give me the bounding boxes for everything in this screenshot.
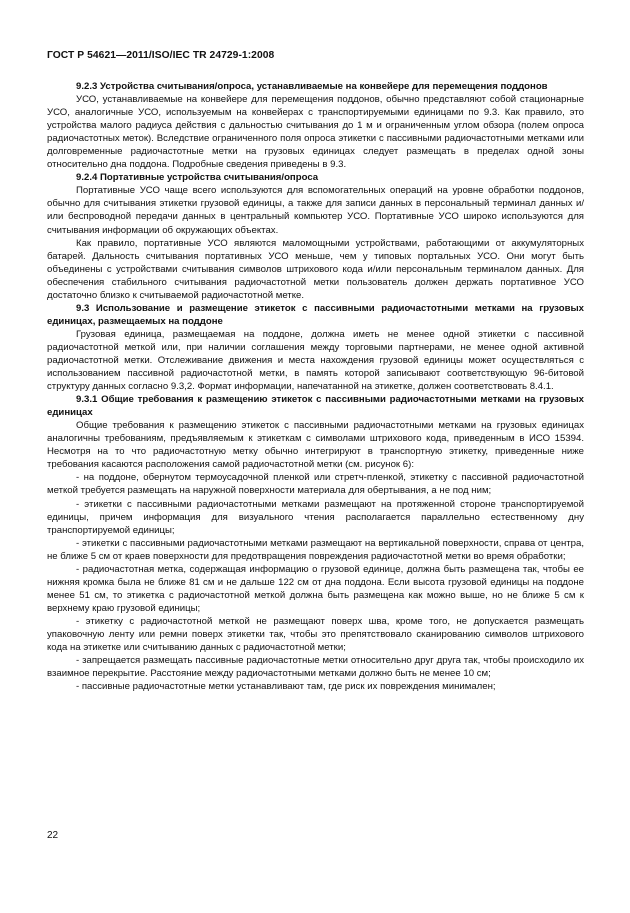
body-paragraph: Общие требования к размещению этикеток с пассивными радиочастотными метками на грузовых единицах аналогичны требованиям, предъявляемым к этикеткам с символами штрихового кода, приведенным в ИСО 15394. Несмотря на то что радиочастотную метку обычно интегрируют в транспортную этикетку, приведенные ниже требования касаются расположения самой радиочастотной метки (см. рисунок 6): — [47, 420, 584, 471]
body-paragraph: Грузовая единица, размещаемая на поддоне, должна иметь не менее одной этикетки с пассивной радиочастотной меткой или, при наличии соглашения между торговыми партнерами, не менее одной активной радиочастотной метки. Отслеживание движения и места нахождения грузовой единицы может осуществляться с использованием пассивной радиочастотной метки, в память которой записывают соответствующую 96-битовой структуру данных согласно 9.3,2. Формат информации, напечатанной на этикетке, должен соответствовать 8.4.1. — [47, 328, 584, 393]
list-item: - этикетки с пассивными радиочастотными метками размещают на протяженной стороне транспортируемой единицы, причем информация для визуального чтения располагается параллельно естественному дну транспортируемой единицы; — [47, 498, 584, 536]
list-item: - запрещается размещать пассивные радиочастотные метки относительно друг друга так, чтобы происходило их взаимное перекрытие. Расстояние между радиочастотными метками должно быть не менее 10 см; — [47, 655, 584, 680]
document-header: ГОСТ Р 54621—2011/ISO/IEC TR 24729-1:2008 — [47, 50, 275, 61]
list-item: - этикетки с пассивными радиочастотными метками размещают на вертикальной поверхности, справа от центра, не ближе 5 см от краев поверхности для предотвращения повреждения радиочастотной метки во время обработки; — [47, 537, 584, 562]
section-heading-9-2-3: 9.2.3 Устройства считывания/опроса, устанавливаемые на конвейере для перемещения поддонов — [76, 81, 548, 92]
body-paragraph: Портативные УСО чаще всего используются для вспомогательных операций на уровне обработки поддонов, обычно для считывания этикетки грузовой единицы, а также для записи данных в персональный терминал данных и/или беспроводной передачи данных в центральный компьютер УСО. Портативные УСО широко используются для считывания информации об окружающих объектах. — [47, 185, 584, 236]
page-number: 22 — [47, 830, 59, 841]
list-item: - этикетку с радиочастотной меткой не размещают поверх шва, кроме того, не допускается размещать упаковочную ленту или ремни поверх этикетки так, чтобы это препятствовало сканированию символов штрихового кода на этикетке или считыванию данных с радиочастотной метки; — [47, 615, 584, 654]
section-heading-9-2-4: 9.2.4 Портативные устройства считывания/опроса — [76, 172, 319, 184]
list-item: - пассивные радиочастотные метки устанавливают там, где риск их повреждения минимален; — [76, 681, 496, 693]
list-item: - радиочастотная метка, содержащая информацию о грузовой единице, должна быть размещена так, чтобы ее нижняя кромка была не ближе 81 см и не дальше 122 см от дна поддона. Если высота грузовой единицы на поддоне менее 51 см, то этикетка с радиочастотной меткой должна быть размещена как можно выше, но не ближе 5 см к верхнему краю грузовой единицы; — [47, 563, 584, 614]
list-item: - на поддоне, обернутом термоусадочной пленкой или стретч-пленкой, этикетку с пассивной радиочастотной меткой требуется размещать на наружной поверхности материала для обертывания, а не под ним; — [47, 472, 584, 497]
body-paragraph: УСО, устанавливаемые на конвейере для перемещения поддонов, обычно представляют собой стационарные УСО, аналогичные УСО, используемым на конвейерах с транспортируемыми единицами по 9.3. Как правило, это устройства малого радиуса действия с дальностью считывания до 1 м и ограниченным углом обзора (полем опроса радиочастотных меток). Вследствие ограниченного поля опроса этикетки с пассивными радиочастотными метками или долговременные радиочастотные метки на грузовых единицах следует размещать в пределах одной зоны относительно дна поддона. Подробные сведения приведены в 9.3. — [47, 94, 584, 171]
body-paragraph: Как правило, портативные УСО являются маломощными устройствами, работающими от аккумуляторных батарей. Дальность считывания портативных УСО меньше, чем у типовых портальных УСО. Они могут быть объединены с устройствами считывания символов штрихового кода и/или персональным терминалом данных. Для обеспечения стабильного считывания радиочастотной метки пользователь должен держать портативное УСО достаточно близко к считываемой радиочастотной метке. — [47, 237, 584, 301]
section-heading-9-3-1: 9.3.1 Общие требования к размещению этикеток с пассивными радиочастотными метками на грузовых единицах — [47, 394, 584, 419]
section-heading-9-3: 9.3 Использование и размещение этикеток с пассивными радиочастотными метками на грузовых единицах, размещаемых на поддоне — [47, 302, 584, 327]
document-body — [47, 80, 584, 693]
